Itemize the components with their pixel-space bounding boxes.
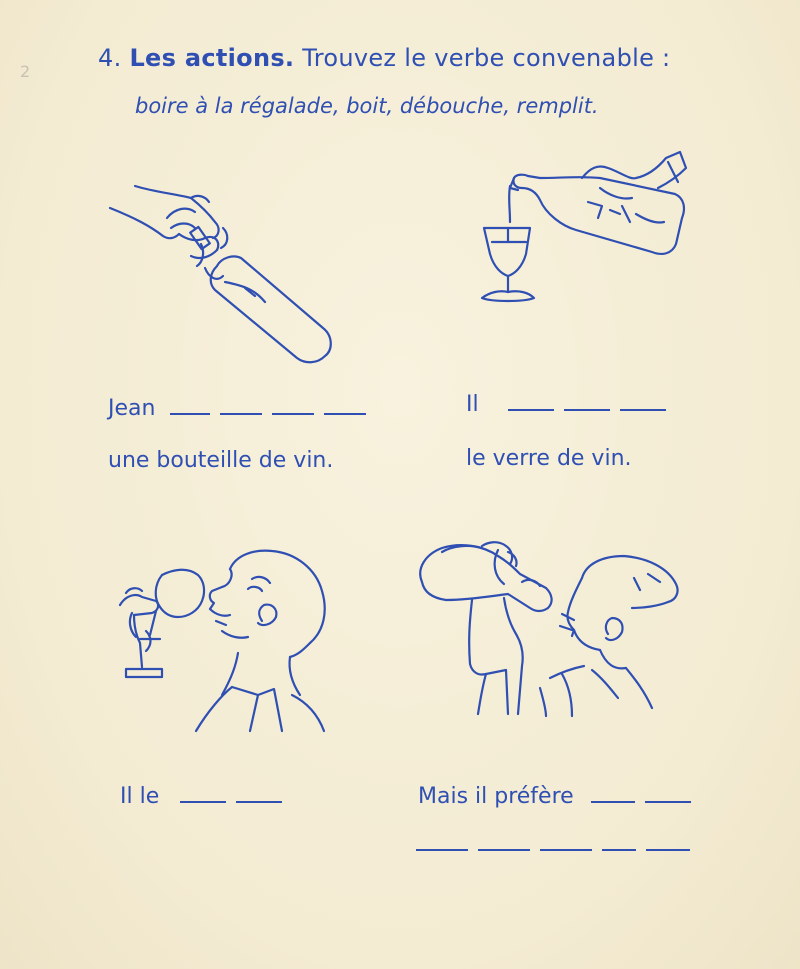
exercise-heading [98, 44, 670, 72]
sentence-1-end: une bouteille de vin. [108, 448, 334, 473]
answer-blank[interactable] [272, 413, 314, 415]
answer-blank[interactable] [180, 801, 226, 803]
answer-blank[interactable] [564, 409, 610, 411]
pouring-wine-glass-icon [470, 148, 695, 308]
man-drinking-from-bottle-icon [412, 538, 684, 718]
answer-blank[interactable] [591, 801, 635, 803]
exercise-instruction: Trouvez le verbe convenable : [302, 44, 671, 72]
exercise-number: 4. [98, 44, 122, 72]
exercise-title: Les actions. [129, 44, 295, 72]
sentence-3-start: Il le [120, 784, 160, 809]
answer-blank[interactable] [540, 849, 592, 851]
answer-blank[interactable] [602, 849, 636, 851]
answer-blank[interactable] [508, 409, 554, 411]
sentence-1-start: Jean [108, 396, 156, 421]
answer-blank[interactable] [324, 413, 366, 415]
sentence-2-line [466, 392, 676, 417]
answer-blank[interactable] [416, 849, 468, 851]
answer-blank[interactable] [236, 801, 282, 803]
sentence-3-line [120, 784, 292, 809]
sentence-1-line [108, 396, 376, 421]
sentence-4-continuation [416, 832, 700, 857]
word-bank: boire à la régalade, boit, débouche, remplit. [135, 94, 599, 118]
answer-blank[interactable] [646, 849, 690, 851]
man-drinking-glass-icon [112, 545, 334, 733]
sentence-2-start: Il [466, 392, 479, 417]
hand-uncorking-bottle-icon [105, 178, 340, 373]
answer-blank[interactable] [645, 801, 691, 803]
margin-page-mark: 2 [20, 62, 31, 81]
answer-blank[interactable] [478, 849, 530, 851]
answer-blank[interactable] [620, 409, 666, 411]
sentence-2-end: le verre de vin. [466, 446, 632, 471]
answer-blank[interactable] [170, 413, 210, 415]
answer-blank[interactable] [220, 413, 262, 415]
sentence-4-line [418, 784, 701, 809]
sentence-4-start: Mais il préfère [418, 784, 574, 809]
